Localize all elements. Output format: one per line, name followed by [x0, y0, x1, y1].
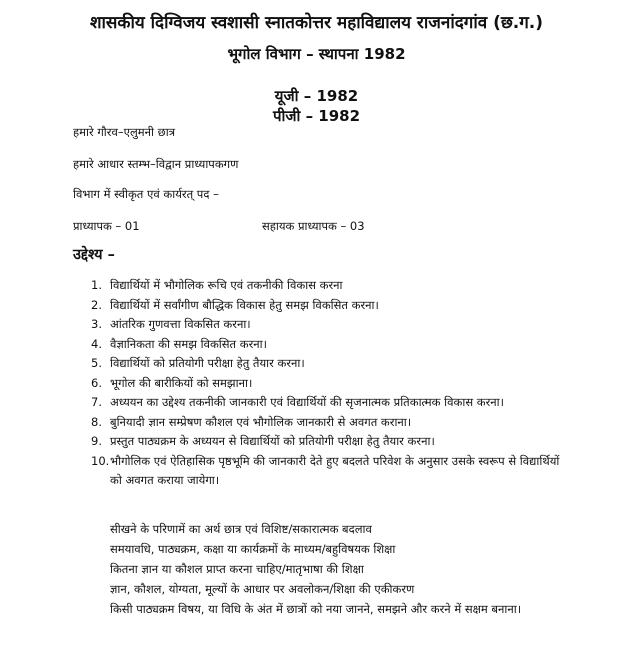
list-item — [73, 296, 563, 316]
pg-year: पीजी – 1982 — [272, 107, 361, 125]
item-number: 5. — [91, 356, 102, 370]
outcome-line: सीखने के परिणामें का अर्थ छात्र एवं विशिष्ट/सकारात्मक बदलाव — [110, 522, 372, 536]
ug-year: यूजी – 1982 — [274, 87, 359, 105]
posts-line: विभाग में स्वीकृत एवं कार्यरत् पद – — [73, 187, 219, 201]
item-text: आंतरिक गुणवत्ता विकसित करना। — [110, 317, 251, 331]
department-title: भूगोल विभाग – स्थापना 1982 — [227, 45, 406, 63]
item-text: वैज्ञानिकता की समझ विकसित करना। — [110, 336, 268, 351]
objectives-heading: उद्देश्य – — [73, 247, 115, 263]
alumni-line: हमारे गौरव–एलुमनी छात्र — [73, 125, 176, 139]
college-title: शासकीय दिग्विजय स्वशासी स्नातकोत्तर महाविद्यालय राजनांदगांव (छ.ग.) — [89, 13, 544, 33]
outcome-line: कितना ज्ञान या कौशल प्राप्त करना चाहिए/मातृभाषा की शिक्षा — [110, 562, 364, 576]
professor-count: प्राध्यापक – 01 — [73, 219, 140, 233]
list-item — [73, 393, 563, 413]
list-item — [73, 335, 563, 355]
item-text: प्रस्तुत पाठ्यक्रम के अध्ययन से विद्यार्थियों को प्रतियोगी परीक्षा हेतु तैयार करना। — [110, 434, 435, 448]
item-number: 6. — [91, 375, 102, 390]
outcome-line: किसी पाठ्यक्रम विषय, या विधि के अंत में छात्रों को नया जानने, समझने और करने में सक्षम बनाना। — [110, 602, 522, 616]
item-text: अध्ययन का उद्देश्य तकनीकी जानकारी एवं विद्यार्थियों की सृजनात्मक प्रतिकात्मक विकास करना। — [110, 395, 505, 409]
list-item — [73, 354, 563, 374]
pillars-line: हमारे आधार स्तम्भ–विद्वान प्राध्यापकगण — [73, 157, 239, 171]
item-text: भौगोलिक एवं ऐतिहासिक पृष्ठभूमि की जानकारी देते हुए बदलते परिवेश के अनुसार उसके स्वरूप से विद्यार्थियों को अवगत कराया जायेगा। — [110, 453, 560, 487]
list-item — [73, 452, 563, 491]
item-number: 2. — [91, 297, 102, 312]
item-number: 4. — [91, 336, 102, 351]
list-item — [73, 315, 563, 335]
item-text: बुनियादी ज्ञान सम्प्रेषण कौशल एवं भौगोलिक जानकारी से अवगत कराना। — [110, 414, 412, 429]
outcome-line: समयावधि, पाठ्यक्रम, कक्षा या कार्यक्रमों के माध्यम/बहुविषयक शिक्षा — [110, 542, 396, 556]
outcome-line: ज्ञान, कौशल, योग्यता, मूल्यों के आधार पर अवलोकन/शिक्षा की एकीकरण — [110, 582, 415, 596]
item-number: 9. — [91, 434, 102, 448]
item-text: विद्यार्थियों में भौगोलिक रूचि एवं तकनीकी विकास करना — [110, 278, 343, 292]
list-item — [73, 276, 563, 296]
assistant-professor-count: सहायक प्राध्यापक – 03 — [262, 219, 365, 233]
program-years — [0, 86, 633, 126]
item-text: विद्यार्थियों को प्रतियोगी परीक्षा हेतु तैयार करना। — [110, 356, 305, 370]
item-number: 7. — [91, 395, 102, 409]
item-number: 1. — [91, 278, 102, 292]
list-item — [73, 374, 563, 394]
item-text: विद्यार्थियों में सर्वांगीण बौद्धिक विकास हेतु समझ विकसित करना। — [110, 297, 379, 312]
item-number: 8. — [91, 414, 102, 429]
list-item — [73, 413, 563, 433]
list-item — [73, 432, 563, 452]
objectives-list — [73, 276, 563, 491]
item-number: 10. — [91, 453, 110, 468]
item-number: 3. — [91, 317, 102, 331]
item-text: भूगोल की बारीकियों को समझाना। — [110, 375, 253, 390]
